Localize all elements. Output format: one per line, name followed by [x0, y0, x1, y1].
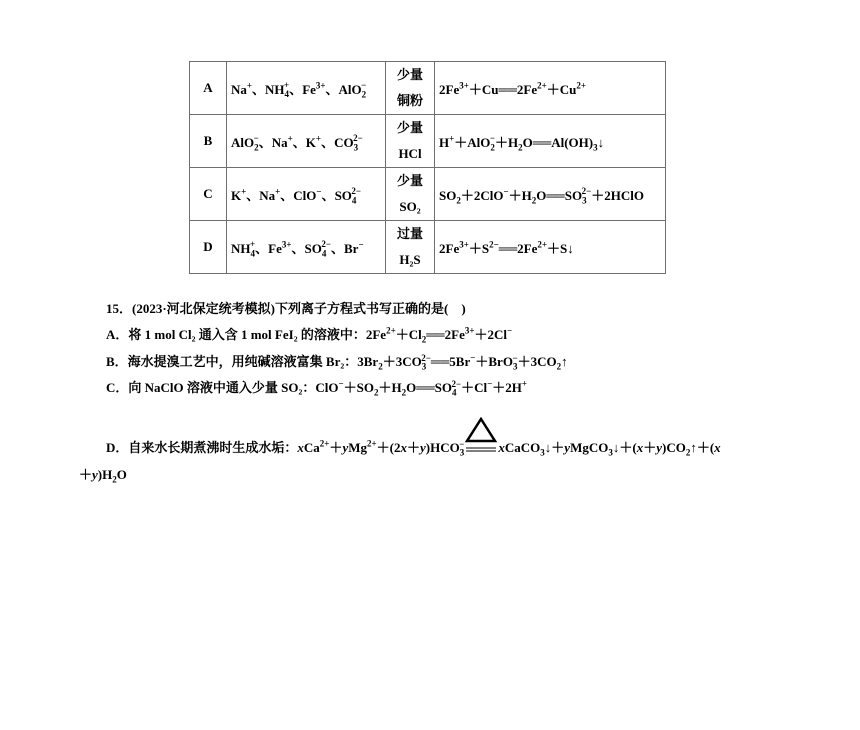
- ion-list: $NH_4^+$、$Fe^{3+}$、$SO_4^{2-}$、Br−: [227, 221, 386, 274]
- option-d-equation: $xCa^{2+}+yMg^{2+}+(2x+y)HCO_3^-$ $xCaCO_3↓+yMgCO_3↓+(x+y)CO_2↑+(x$ $+y)H_2O$: [79, 440, 721, 482]
- reagent: [386, 168, 435, 221]
- option-c-text: C．向 NaClO 溶液中通入少量 SO₂：: [106, 380, 316, 395]
- heat-delta-icon: [464, 443, 498, 455]
- reagent: [386, 62, 435, 115]
- option-b-text: B．海水提溴工艺中，用纯碱溶液富集 Br₂：: [106, 354, 358, 369]
- table-row: [190, 115, 666, 168]
- table-row: [190, 62, 666, 115]
- option-d-text: D．自来水长期煮沸时生成水垢：: [106, 440, 298, 455]
- ionic-equation: $SO_2+2ClO^-+H_2O══SO_3^{2-}+2HClO$: [435, 168, 666, 221]
- reaction-table: [189, 61, 666, 274]
- row-label: D: [190, 221, 227, 274]
- question-stem: [106, 298, 466, 317]
- table-row: [190, 221, 666, 274]
- ion-list: AlO$_2$−、Na+、K+、$CO_3^{2-}$: [227, 115, 386, 168]
- question-text: (2023·河北保定统考模拟)下列离子方程式书写正确的是( ): [132, 301, 466, 316]
- reagent: [386, 221, 435, 274]
- reagent-name: H₂S: [399, 252, 421, 267]
- table-row: [190, 168, 666, 221]
- reagent-amount: 过量: [396, 226, 423, 241]
- option-b-equation: $3Br_2+3CO_3^{2-}══5Br^-+BrO_3^-+3CO_2↑$: [357, 352, 568, 372]
- option-c-equation: $ClO^-+SO_2+H_2O══SO_4^{2-}+Cl^-+2H^+$: [315, 378, 528, 398]
- ionic-equation: $H^++AlO_2^-+H_2O══Al(OH)_3↓$: [435, 115, 666, 168]
- option-b[interactable]: [106, 351, 568, 370]
- option-d[interactable]: [79, 434, 784, 488]
- row-label: B: [190, 115, 227, 168]
- ionic-equation: $2Fe^{3+}+Cu══2Fe^{2+}+Cu^{2+}$: [435, 62, 666, 115]
- ionic-equation: $2Fe^{3+}+S^{2-}══2Fe^{2+}+S↓$: [435, 221, 666, 274]
- row-label: C: [190, 168, 227, 221]
- question-number: 15．: [106, 301, 133, 316]
- ion-list: Na+、$NH_4^+$、$Fe^{3+}$、AlO$_2$−: [227, 62, 386, 115]
- reagent: [386, 115, 435, 168]
- ion-list: K+、Na+、ClO−、$SO_4^{2-}$: [227, 168, 386, 221]
- row-label: A: [190, 62, 227, 115]
- reagent-amount: 少量: [396, 173, 423, 188]
- reagent-amount: 少量: [396, 67, 423, 82]
- reagent-name: HCl: [398, 146, 422, 161]
- reagent-name: 铜粉: [396, 93, 423, 108]
- option-a-text: A．将 1 mol Cl₂ 通入含 1 mol FeI₂ 的溶液中：: [106, 327, 366, 342]
- reagent-name: SO₂: [399, 199, 421, 214]
- option-a-equation: $2Fe^{2+}+Cl_2══2Fe^{3+}+2Cl^-$: [365, 325, 513, 345]
- option-a[interactable]: [106, 324, 512, 343]
- reagent-amount: 少量: [396, 120, 423, 135]
- option-c[interactable]: [106, 377, 527, 396]
